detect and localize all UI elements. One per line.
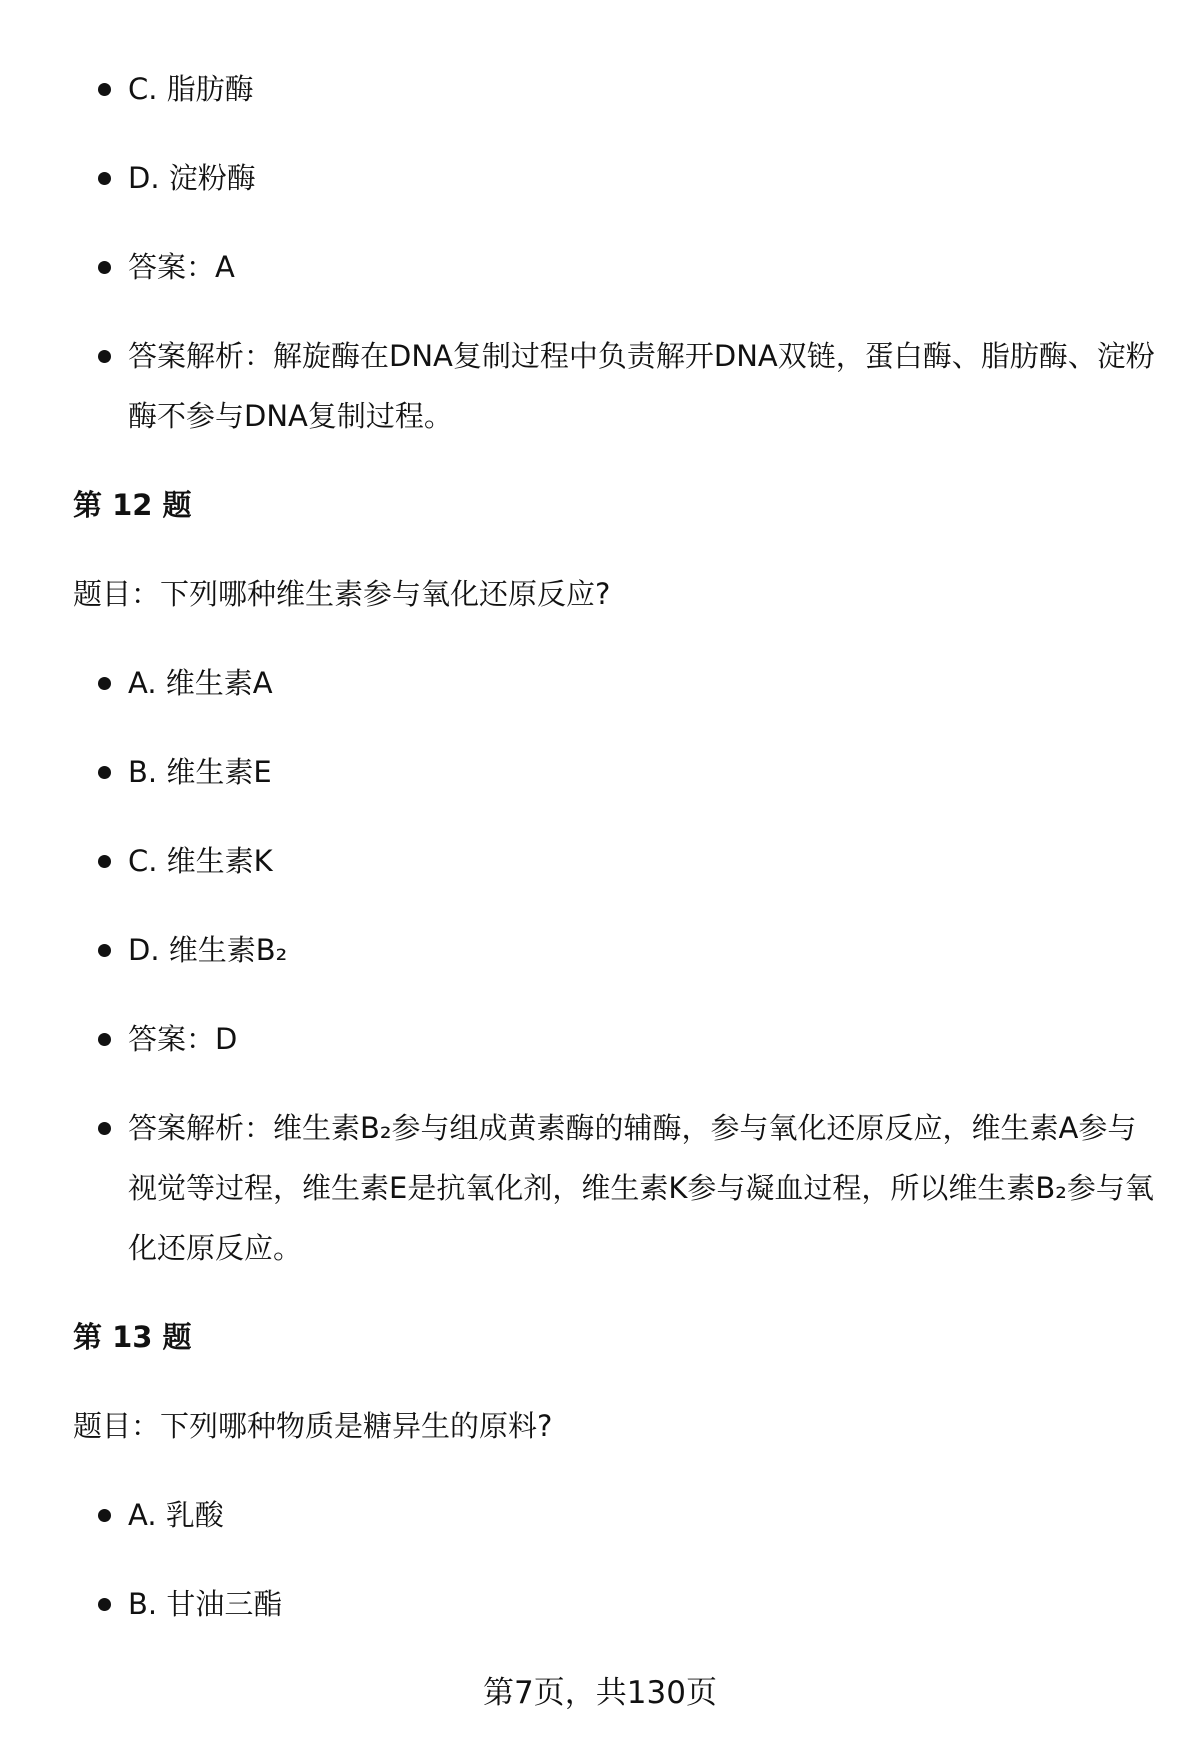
- explanation-text: 答案解析：解旋酶在DNA复制过程中负责解开DNA双链，蛋白酶、脂肪酶、淀粉酶不参与DNA复制过程。: [128, 339, 1155, 433]
- page-number: 第7页，共130页: [483, 1675, 717, 1711]
- bullet-icon: [98, 944, 111, 957]
- answer-text: 答案：A: [128, 250, 235, 284]
- answer-text: 答案：D: [128, 1022, 238, 1056]
- option-text: A. 乳酸: [128, 1498, 224, 1532]
- question-text: 题目：下列哪种物质是糖异生的原料?: [73, 1409, 553, 1443]
- question-text: 题目：下列哪种维生素参与氧化还原反应?: [73, 577, 611, 611]
- option-text: D. 淀粉酶: [128, 161, 256, 195]
- question-heading: 第 12 题: [73, 488, 192, 522]
- bullet-icon: [98, 855, 111, 868]
- bullet-icon: [98, 261, 111, 274]
- bullet-icon: [98, 1598, 111, 1611]
- option-text: B. 维生素E: [128, 755, 272, 789]
- bullet-icon: [98, 350, 111, 363]
- explanation-text: 答案解析：维生素B₂参与组成黄素酶的辅酶，参与氧化还原反应，维生素A参与视觉等过程，维生素E是抗氧化剂，维生素K参与凝血过程，所以维生素B₂参与氧化还原反应。: [128, 1111, 1154, 1265]
- bullet-icon: [98, 83, 111, 96]
- bullet-icon: [98, 766, 111, 779]
- bullet-icon: [98, 172, 111, 185]
- option-text: D. 维生素B₂: [128, 933, 288, 967]
- bullet-icon: [98, 1033, 111, 1046]
- bullet-icon: [98, 1122, 111, 1135]
- option-text: C. 维生素K: [128, 844, 273, 878]
- bullet-icon: [98, 1509, 111, 1522]
- option-text: B. 甘油三酯: [128, 1587, 283, 1621]
- option-text: A. 维生素A: [128, 666, 273, 700]
- question-heading: 第 13 题: [73, 1320, 192, 1354]
- bullet-icon: [98, 677, 111, 690]
- option-text: C. 脂肪酶: [128, 72, 254, 106]
